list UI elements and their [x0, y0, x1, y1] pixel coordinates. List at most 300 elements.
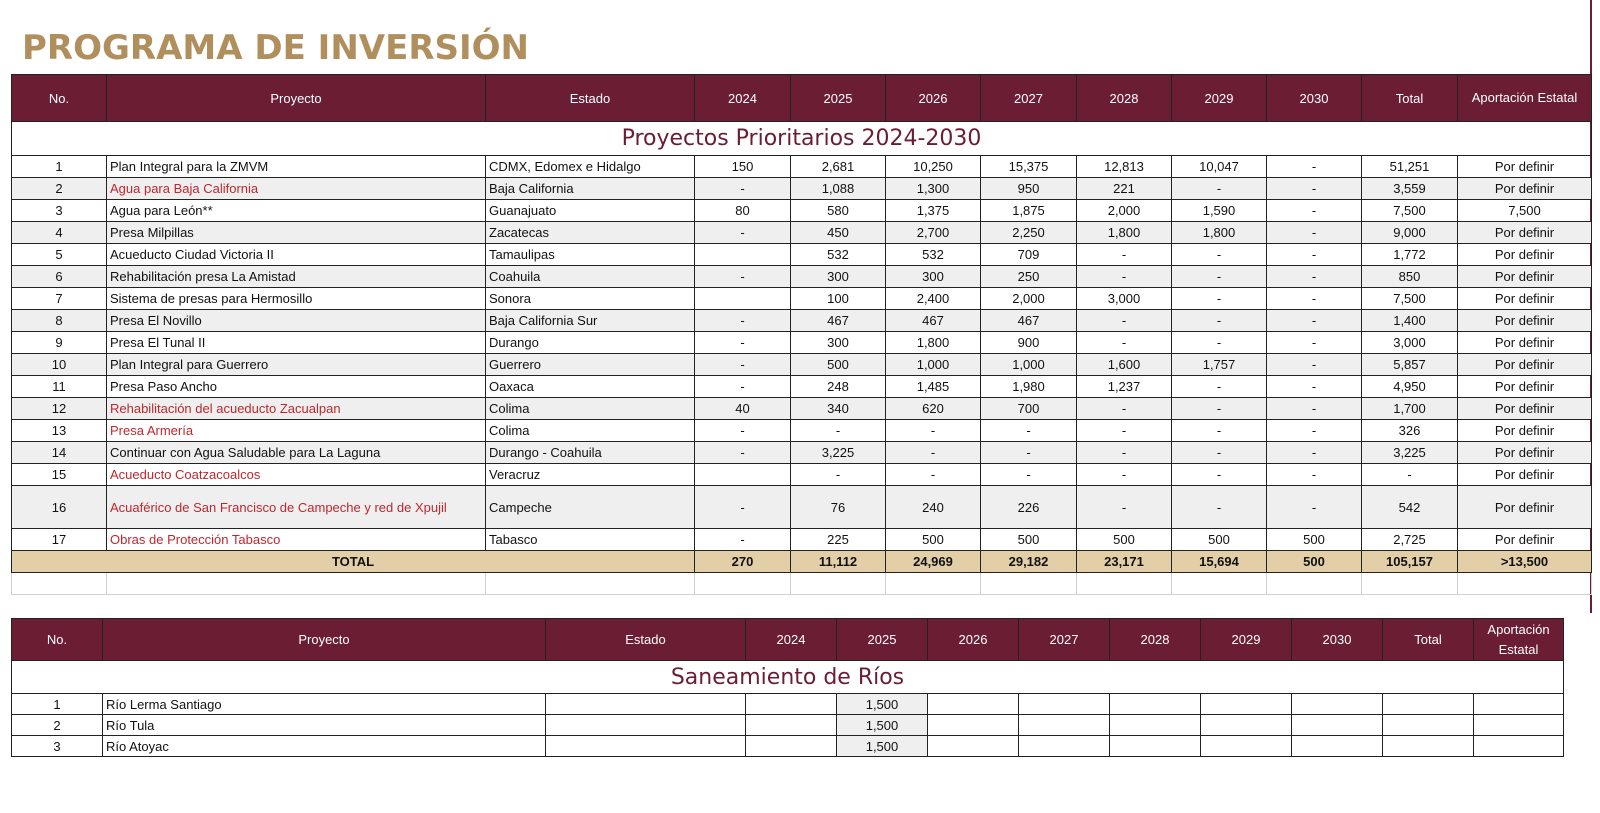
value-y2025: 1,500 — [837, 715, 928, 736]
value-y2026: - — [886, 442, 981, 464]
state-name: Durango - Coahuila — [486, 442, 695, 464]
value-y2024: 80 — [695, 200, 791, 222]
empty-cell — [1474, 694, 1564, 715]
header-no: No. — [12, 619, 103, 661]
table-header-row — [12, 75, 1592, 122]
value-y2025: 3,225 — [791, 442, 886, 464]
value-y2027: 1,875 — [981, 200, 1077, 222]
table-row — [12, 486, 1592, 529]
value-y2027: 250 — [981, 266, 1077, 288]
value-y2026: 532 — [886, 244, 981, 266]
value-y2026: 1,800 — [886, 332, 981, 354]
row-number: 2 — [12, 178, 107, 200]
table-row — [12, 529, 1592, 551]
header-2030: 2030 — [1292, 619, 1383, 661]
value-y2028: - — [1077, 266, 1172, 288]
table-row — [12, 288, 1592, 310]
value-total: 1,700 — [1362, 398, 1458, 420]
value-y2028: - — [1077, 244, 1172, 266]
table-row — [12, 442, 1592, 464]
value-total: 3,000 — [1362, 332, 1458, 354]
value-y2029: - — [1172, 332, 1267, 354]
project-name: Plan Integral para Guerrero — [107, 354, 486, 376]
value-y2028: 12,813 — [1077, 156, 1172, 178]
table-row — [12, 376, 1592, 398]
value-y2024: - — [695, 332, 791, 354]
value-y2027: 900 — [981, 332, 1077, 354]
project-name: Plan Integral para la ZMVM — [107, 156, 486, 178]
section-title-row — [12, 122, 1592, 156]
header-2027: 2027 — [1019, 619, 1110, 661]
value-y2027: - — [981, 420, 1077, 442]
value-total: 2,725 — [1362, 529, 1458, 551]
section-title: Saneamiento de Ríos — [12, 661, 1564, 694]
value-y2025: 2,681 — [791, 156, 886, 178]
empty-cell — [1383, 715, 1474, 736]
value-y2024: - — [695, 376, 791, 398]
total-aportacion: >13,500 — [1458, 551, 1592, 573]
value-y2027: - — [981, 464, 1077, 486]
row-number: 3 — [12, 200, 107, 222]
value-aportacion: Por definir — [1458, 529, 1592, 551]
value-y2025: 532 — [791, 244, 886, 266]
page-title: PROGRAMA DE INVERSIÓN — [22, 28, 529, 68]
value-aportacion: Por definir — [1458, 156, 1592, 178]
row-number: 13 — [12, 420, 107, 442]
value-y2025: 76 — [791, 486, 886, 529]
value-y2025: - — [791, 464, 886, 486]
blank-cell — [695, 573, 791, 595]
value-y2029: 1,757 — [1172, 354, 1267, 376]
value-y2024 — [695, 288, 791, 310]
row-number: 7 — [12, 288, 107, 310]
value-y2028: - — [1077, 464, 1172, 486]
value-y2026: 620 — [886, 398, 981, 420]
value-y2024: - — [695, 310, 791, 332]
row-number: 9 — [12, 332, 107, 354]
empty-cell — [1110, 694, 1201, 715]
value-aportacion: Por definir — [1458, 420, 1592, 442]
value-y2026: 2,700 — [886, 222, 981, 244]
empty-cell — [1292, 715, 1383, 736]
value-y2025: 467 — [791, 310, 886, 332]
value-y2030: - — [1267, 200, 1362, 222]
value-y2025: 225 — [791, 529, 886, 551]
row-number: 8 — [12, 310, 107, 332]
total-y2025: 11,112 — [791, 551, 886, 573]
blank-cell — [886, 573, 981, 595]
state-name: Tabasco — [486, 529, 695, 551]
header-estado: Estado — [486, 75, 695, 122]
total-y2027: 29,182 — [981, 551, 1077, 573]
value-total: 1,772 — [1362, 244, 1458, 266]
header-2028: 2028 — [1077, 75, 1172, 122]
value-y2030: - — [1267, 464, 1362, 486]
total-y2024: 270 — [695, 551, 791, 573]
row-number: 4 — [12, 222, 107, 244]
empty-cell — [1292, 694, 1383, 715]
value-total: - — [1362, 464, 1458, 486]
value-aportacion: Por definir — [1458, 442, 1592, 464]
state-name: Colima — [486, 420, 695, 442]
value-y2026: 300 — [886, 266, 981, 288]
row-number: 16 — [12, 486, 107, 529]
empty-cell — [928, 715, 1019, 736]
value-y2025: 300 — [791, 332, 886, 354]
value-y2029: - — [1172, 310, 1267, 332]
state-name: Zacatecas — [486, 222, 695, 244]
row-number: 15 — [12, 464, 107, 486]
blank-cell — [1077, 573, 1172, 595]
project-name: Río Atoyac — [103, 736, 546, 757]
header-2029: 2029 — [1201, 619, 1292, 661]
value-y2030: - — [1267, 442, 1362, 464]
value-y2027: 700 — [981, 398, 1077, 420]
value-y2028: - — [1077, 442, 1172, 464]
table-row — [12, 310, 1592, 332]
state-name: Oaxaca — [486, 376, 695, 398]
value-y2025: - — [791, 420, 886, 442]
state-name: Sonora — [486, 288, 695, 310]
blank-cell — [486, 573, 695, 595]
value-aportacion: Por definir — [1458, 354, 1592, 376]
header-total: Total — [1362, 75, 1458, 122]
value-y2028: 1,237 — [1077, 376, 1172, 398]
project-name: Acueducto Ciudad Victoria II — [107, 244, 486, 266]
value-aportacion: Por definir — [1458, 398, 1592, 420]
value-y2027: 500 — [981, 529, 1077, 551]
blank-cell — [107, 573, 486, 595]
value-y2030: - — [1267, 156, 1362, 178]
state-name: CDMX, Edomex e Hidalgo — [486, 156, 695, 178]
total-label: TOTAL — [12, 551, 695, 573]
value-y2024 — [695, 244, 791, 266]
state-name: Guanajuato — [486, 200, 695, 222]
state-name — [546, 715, 746, 736]
empty-cell — [1201, 736, 1292, 757]
value-y2026: 240 — [886, 486, 981, 529]
value-y2029: - — [1172, 420, 1267, 442]
value-y2024: - — [695, 486, 791, 529]
value-y2029: - — [1172, 486, 1267, 529]
blank-cell — [1458, 573, 1592, 595]
blank-row — [12, 573, 1592, 595]
value-y2028: 1,800 — [1077, 222, 1172, 244]
project-name: Rehabilitación del acueducto Zacualpan — [107, 398, 486, 420]
empty-cell — [928, 736, 1019, 757]
priority-projects-table — [11, 74, 1592, 595]
table-row — [12, 178, 1592, 200]
value-y2024: - — [695, 442, 791, 464]
header-2025: 2025 — [837, 619, 928, 661]
value-y2024 — [695, 464, 791, 486]
value-y2024: - — [695, 222, 791, 244]
value-aportacion: Por definir — [1458, 332, 1592, 354]
value-y2030: - — [1267, 310, 1362, 332]
value-y2029: - — [1172, 442, 1267, 464]
value-y2028: - — [1077, 398, 1172, 420]
header-2028: 2028 — [1110, 619, 1201, 661]
value-total: 850 — [1362, 266, 1458, 288]
total-total: 105,157 — [1362, 551, 1458, 573]
state-name: Coahuila — [486, 266, 695, 288]
value-y2029: 1,590 — [1172, 200, 1267, 222]
row-number: 17 — [12, 529, 107, 551]
total-row — [12, 551, 1592, 573]
value-y2027: 709 — [981, 244, 1077, 266]
row-number: 2 — [12, 715, 103, 736]
project-name: Continuar con Agua Saludable para La Laguna — [107, 442, 486, 464]
empty-cell — [928, 694, 1019, 715]
project-name: Agua para León** — [107, 200, 486, 222]
value-y2027: 467 — [981, 310, 1077, 332]
value-y2026: 467 — [886, 310, 981, 332]
section-title-row — [12, 661, 1564, 694]
value-y2030: - — [1267, 178, 1362, 200]
header-aportacion: Aportación Estatal — [1474, 619, 1564, 661]
value-y2028: 3,000 — [1077, 288, 1172, 310]
header-2029: 2029 — [1172, 75, 1267, 122]
value-y2025: 500 — [791, 354, 886, 376]
value-y2030: - — [1267, 354, 1362, 376]
value-y2025: 450 — [791, 222, 886, 244]
value-y2026: 2,400 — [886, 288, 981, 310]
project-name: Presa Armería — [107, 420, 486, 442]
section-title: Proyectos Prioritarios 2024-2030 — [12, 122, 1592, 156]
value-y2028: - — [1077, 332, 1172, 354]
value-y2029: 500 — [1172, 529, 1267, 551]
row-number: 1 — [12, 694, 103, 715]
value-y2024: - — [695, 354, 791, 376]
value-total: 1,400 — [1362, 310, 1458, 332]
value-y2025: 100 — [791, 288, 886, 310]
value-total: 3,225 — [1362, 442, 1458, 464]
value-y2024: - — [695, 178, 791, 200]
value-y2025: 1,500 — [837, 694, 928, 715]
row-number: 1 — [12, 156, 107, 178]
value-y2027: 15,375 — [981, 156, 1077, 178]
row-number: 3 — [12, 736, 103, 757]
table-row — [12, 464, 1592, 486]
state-name: Baja California — [486, 178, 695, 200]
state-name: Veracruz — [486, 464, 695, 486]
project-name: Presa El Tunal II — [107, 332, 486, 354]
value-y2027: 226 — [981, 486, 1077, 529]
value-total: 542 — [1362, 486, 1458, 529]
value-aportacion: Por definir — [1458, 222, 1592, 244]
project-name: Acueducto Coatzacoalcos — [107, 464, 486, 486]
value-total: 326 — [1362, 420, 1458, 442]
header-2025: 2025 — [791, 75, 886, 122]
header-proyecto: Proyecto — [103, 619, 546, 661]
header-2026: 2026 — [928, 619, 1019, 661]
value-y2028: 2,000 — [1077, 200, 1172, 222]
value-total: 3,559 — [1362, 178, 1458, 200]
value-y2030: - — [1267, 486, 1362, 529]
value-aportacion: Por definir — [1458, 266, 1592, 288]
value-y2029: 1,800 — [1172, 222, 1267, 244]
table-row — [12, 420, 1592, 442]
table-row — [12, 736, 1564, 757]
header-2024: 2024 — [695, 75, 791, 122]
value-y2030: - — [1267, 288, 1362, 310]
value-y2026: 1,485 — [886, 376, 981, 398]
value-y2025: 1,500 — [837, 736, 928, 757]
value-y2030: - — [1267, 376, 1362, 398]
row-number: 14 — [12, 442, 107, 464]
value-y2025: 340 — [791, 398, 886, 420]
river-sanitation-table — [11, 618, 1564, 757]
value-total: 9,000 — [1362, 222, 1458, 244]
value-aportacion: Por definir — [1458, 376, 1592, 398]
value-y2030: - — [1267, 222, 1362, 244]
value-y2029: - — [1172, 376, 1267, 398]
total-y2026: 24,969 — [886, 551, 981, 573]
project-name: Rehabilitación presa La Amistad — [107, 266, 486, 288]
header-no: No. — [12, 75, 107, 122]
value-aportacion: Por definir — [1458, 310, 1592, 332]
value-y2025: 300 — [791, 266, 886, 288]
empty-cell — [1201, 694, 1292, 715]
value-total: 5,857 — [1362, 354, 1458, 376]
value-y2026: 1,000 — [886, 354, 981, 376]
header-2024: 2024 — [746, 619, 837, 661]
value-y2028: 500 — [1077, 529, 1172, 551]
table-row — [12, 266, 1592, 288]
row-number: 11 — [12, 376, 107, 398]
total-y2028: 23,171 — [1077, 551, 1172, 573]
empty-cell — [1474, 736, 1564, 757]
value-y2024: 150 — [695, 156, 791, 178]
header-aportacion: Aportación Estatal — [1458, 75, 1592, 122]
header-2030: 2030 — [1267, 75, 1362, 122]
total-y2029: 15,694 — [1172, 551, 1267, 573]
empty-cell — [1110, 715, 1201, 736]
value-y2028: - — [1077, 486, 1172, 529]
value-y2025: 248 — [791, 376, 886, 398]
empty-cell — [1019, 694, 1110, 715]
table-header-row — [12, 619, 1564, 661]
value-y2024 — [746, 736, 837, 757]
table-row — [12, 715, 1564, 736]
value-aportacion: 7,500 — [1458, 200, 1592, 222]
value-y2025: 1,088 — [791, 178, 886, 200]
value-y2024 — [746, 694, 837, 715]
value-y2028: 221 — [1077, 178, 1172, 200]
state-name: Guerrero — [486, 354, 695, 376]
empty-cell — [1019, 715, 1110, 736]
value-aportacion: Por definir — [1458, 178, 1592, 200]
table-row — [12, 332, 1592, 354]
project-name: Río Lerma Santiago — [103, 694, 546, 715]
blank-cell — [1172, 573, 1267, 595]
value-y2026: 1,300 — [886, 178, 981, 200]
empty-cell — [1019, 736, 1110, 757]
value-y2027: 1,000 — [981, 354, 1077, 376]
blank-cell — [981, 573, 1077, 595]
value-y2024 — [746, 715, 837, 736]
empty-cell — [1383, 694, 1474, 715]
header-estado: Estado — [546, 619, 746, 661]
project-name: Presa Milpillas — [107, 222, 486, 244]
state-name — [546, 736, 746, 757]
header-proyecto: Proyecto — [107, 75, 486, 122]
value-y2029: 10,047 — [1172, 156, 1267, 178]
value-total: 4,950 — [1362, 376, 1458, 398]
value-y2030: - — [1267, 244, 1362, 266]
blank-cell — [12, 573, 107, 595]
header-2026: 2026 — [886, 75, 981, 122]
project-name: Presa Paso Ancho — [107, 376, 486, 398]
value-aportacion: Por definir — [1458, 244, 1592, 266]
row-number: 6 — [12, 266, 107, 288]
state-name: Baja California Sur — [486, 310, 695, 332]
value-y2026: 1,375 — [886, 200, 981, 222]
value-y2026: - — [886, 464, 981, 486]
value-y2026: 10,250 — [886, 156, 981, 178]
state-name: Tamaulipas — [486, 244, 695, 266]
value-y2029: - — [1172, 464, 1267, 486]
empty-cell — [1292, 736, 1383, 757]
project-name: Presa El Novillo — [107, 310, 486, 332]
empty-cell — [1201, 715, 1292, 736]
value-y2030: - — [1267, 332, 1362, 354]
empty-cell — [1383, 736, 1474, 757]
table-row — [12, 244, 1592, 266]
project-name: Agua para Baja California — [107, 178, 486, 200]
value-aportacion: Por definir — [1458, 288, 1592, 310]
table-row — [12, 200, 1592, 222]
empty-cell — [1474, 715, 1564, 736]
project-name: Acuaférico de San Francisco de Campeche y red de Xpujil — [107, 486, 486, 529]
state-name: Colima — [486, 398, 695, 420]
value-y2028: 1,600 — [1077, 354, 1172, 376]
value-y2027: - — [981, 442, 1077, 464]
value-y2029: - — [1172, 398, 1267, 420]
value-y2027: 950 — [981, 178, 1077, 200]
value-total: 51,251 — [1362, 156, 1458, 178]
value-y2027: 1,980 — [981, 376, 1077, 398]
table-row — [12, 694, 1564, 715]
value-y2030: - — [1267, 420, 1362, 442]
blank-cell — [791, 573, 886, 595]
row-number: 12 — [12, 398, 107, 420]
value-y2027: 2,000 — [981, 288, 1077, 310]
header-total: Total — [1383, 619, 1474, 661]
row-number: 10 — [12, 354, 107, 376]
row-number: 5 — [12, 244, 107, 266]
value-aportacion: Por definir — [1458, 464, 1592, 486]
value-total: 7,500 — [1362, 200, 1458, 222]
value-y2024: - — [695, 529, 791, 551]
value-y2029: - — [1172, 244, 1267, 266]
value-y2028: - — [1077, 310, 1172, 332]
value-y2027: 2,250 — [981, 222, 1077, 244]
value-y2024: - — [695, 266, 791, 288]
value-y2029: - — [1172, 178, 1267, 200]
value-total: 7,500 — [1362, 288, 1458, 310]
value-y2030: 500 — [1267, 529, 1362, 551]
value-y2030: - — [1267, 398, 1362, 420]
value-aportacion: Por definir — [1458, 486, 1592, 529]
header-2027: 2027 — [981, 75, 1077, 122]
project-name: Río Tula — [103, 715, 546, 736]
value-y2029: - — [1172, 288, 1267, 310]
project-name: Sistema de presas para Hermosillo — [107, 288, 486, 310]
total-y2030: 500 — [1267, 551, 1362, 573]
blank-cell — [1362, 573, 1458, 595]
state-name: Durango — [486, 332, 695, 354]
